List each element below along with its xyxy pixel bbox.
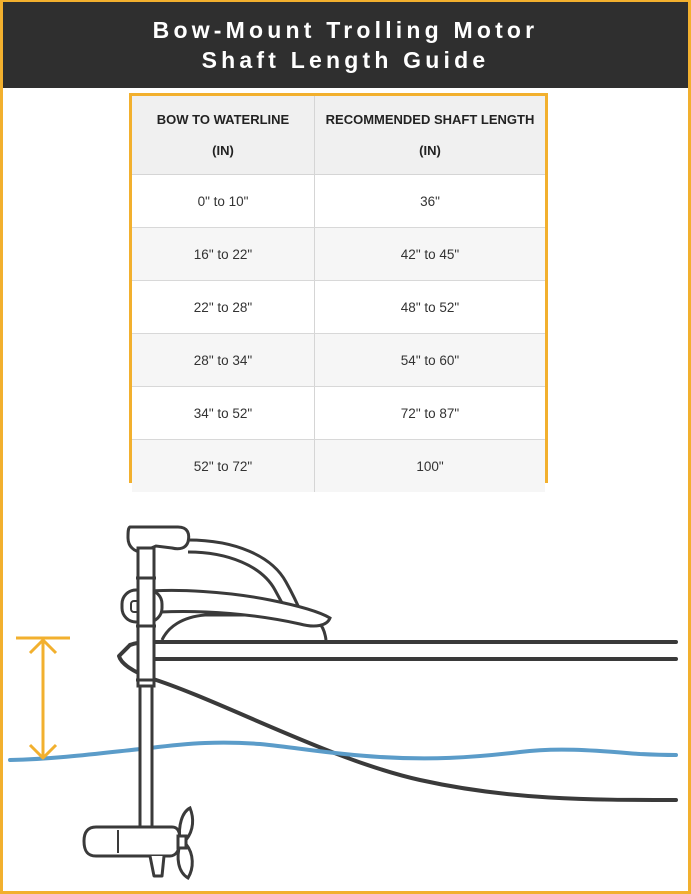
- bow-to-waterline-cell: 0" to 10": [132, 175, 315, 228]
- shaft-length-cell: 36": [315, 175, 546, 228]
- header-col2-line2: (IN): [419, 143, 441, 158]
- deck-line-top: [130, 642, 676, 645]
- mount-bracket: [140, 590, 330, 626]
- shaft-length-cell: 48" to 52": [315, 281, 546, 334]
- title-line-2: Shaft Length Guide: [201, 47, 490, 73]
- header-col2-line1: RECOMMENDED SHAFT LENGTH: [325, 112, 535, 127]
- bow-to-waterline-cell: 28" to 34": [132, 334, 315, 387]
- header-col1-line1: BOW TO WATERLINE: [156, 112, 290, 127]
- hull-bottom-line: [150, 678, 676, 800]
- motor-lower-unit: [84, 827, 180, 856]
- bow-to-waterline-cell: 22" to 28": [132, 281, 315, 334]
- header-col1-line2: (IN): [212, 143, 234, 158]
- motor-shaft-upper: [138, 548, 154, 686]
- title-line-1: Bow-Mount Trolling Motor: [152, 17, 539, 43]
- propeller-hub: [178, 836, 186, 848]
- bow-to-waterline-cell: 52" to 72": [132, 440, 315, 493]
- shaft-length-cell: 54" to 60": [315, 334, 546, 387]
- bow-to-waterline-cell: 16" to 22": [132, 228, 315, 281]
- bow-to-waterline-cell: 34" to 52": [132, 387, 315, 440]
- shaft-length-cell: 42" to 45": [315, 228, 546, 281]
- shaft-length-cell: 100": [315, 440, 546, 493]
- shaft-length-cell: 72" to 87": [315, 387, 546, 440]
- lower-unit-skeg: [150, 856, 164, 876]
- motor-shaft-lower: [140, 686, 152, 828]
